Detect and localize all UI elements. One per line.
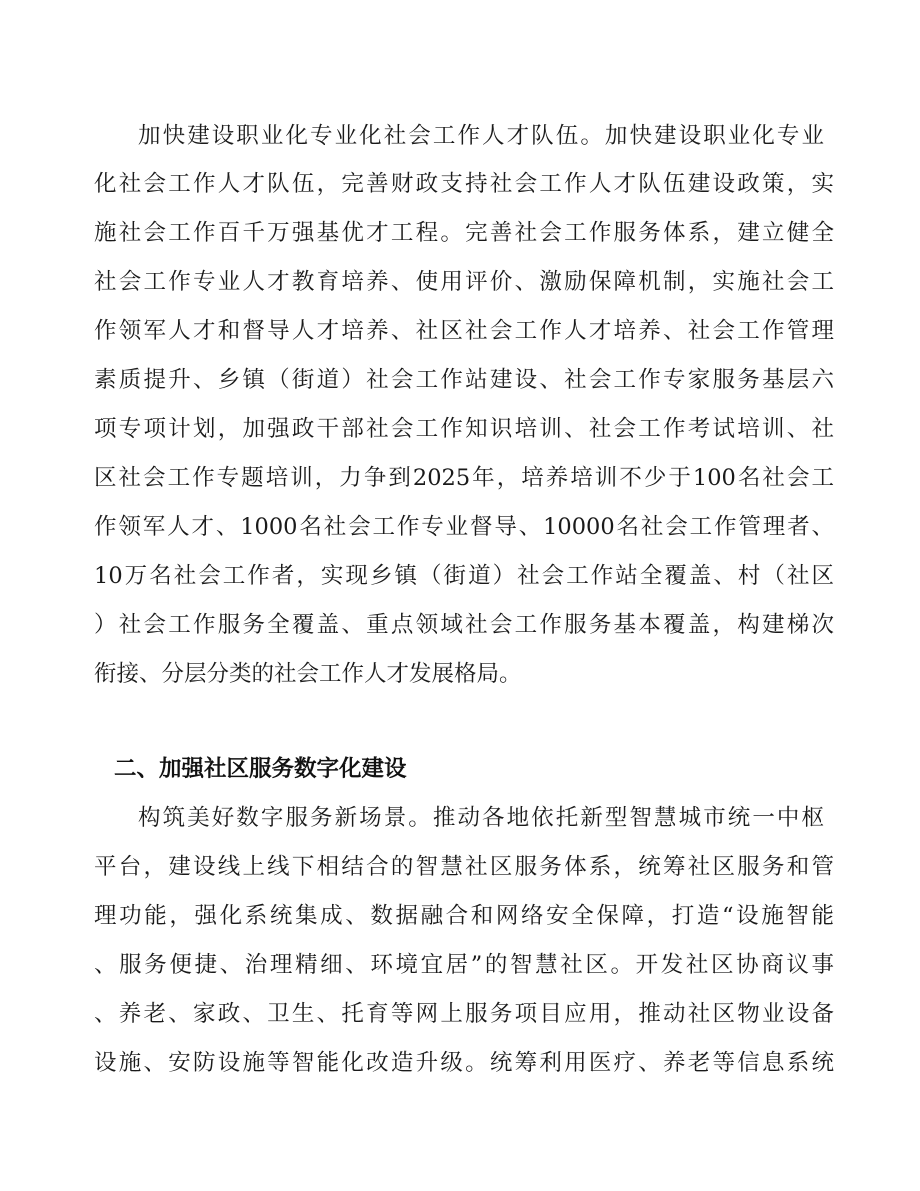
paragraph-1-line-9: 作领军人才、1000名社会工作专业督导、10000名社会工作管理者、: [94, 514, 834, 540]
paragraph-1-line-6: 素质提升、乡镇（街道）社会工作站建设、社会工作专家服务基层六: [94, 367, 834, 393]
paragraph-1-line-5: 作领军人才和督导人才培养、社区社会工作人才培养、社会工作管理: [94, 318, 834, 344]
paragraph-1-line-8: 区社会工作专题培训，力争到2025年，培养培训不少于100名社会工: [94, 465, 834, 491]
paragraph-1-line-4: 社会工作专业人才教育培养、使用评价、激励保障机制，实施社会工: [94, 269, 834, 295]
paragraph-2-line-1: 构筑美好数字服务新场景。推动各地依托新型智慧城市统一中枢: [138, 805, 824, 831]
paragraph-1-line-10: 10万名社会工作者，实现乡镇（街道）社会工作站全覆盖、村（社区: [94, 563, 834, 589]
paragraph-1-line-11: ）社会工作服务全覆盖、重点领域社会工作服务基本覆盖，构建梯次: [94, 612, 834, 638]
paragraph-2-line-4: 、服务便捷、治理精细、环境宜居”的智慧社区。开发社区协商议事: [94, 952, 834, 978]
paragraph-2-line-3: 理功能，强化系统集成、数据融合和网络安全保障，打造“设施智能: [94, 903, 834, 929]
paragraph-1-line-12: 衔接、分层分类的社会工作人才发展格局。: [94, 661, 522, 687]
paragraph-2-line-5: 、养老、家政、卫生、托育等网上服务项目应用，推动社区物业设备: [94, 1001, 834, 1027]
paragraph-1-line-2: 化社会工作人才队伍，完善财政支持社会工作人才队伍建设政策，实: [94, 171, 834, 197]
paragraph-1-line-3: 施社会工作百千万强基优才工程。完善社会工作服务体系，建立健全: [94, 220, 834, 246]
paragraph-2-line-2: 平台，建设线上线下相结合的智慧社区服务体系，统筹社区服务和管: [94, 854, 834, 880]
paragraph-1-line-7: 项专项计划，加强政干部社会工作知识培训、社会工作考试培训、社: [94, 416, 834, 442]
paragraph-1-line-1: 加快建设职业化专业化社会工作人才队伍。加快建设职业化专业: [138, 123, 824, 149]
paragraph-2-line-6: 设施、安防设施等智能化改造升级。统筹利用医疗、养老等信息系统: [94, 1050, 834, 1076]
section-heading: 二、加强社区服务数字化建设: [114, 756, 407, 782]
